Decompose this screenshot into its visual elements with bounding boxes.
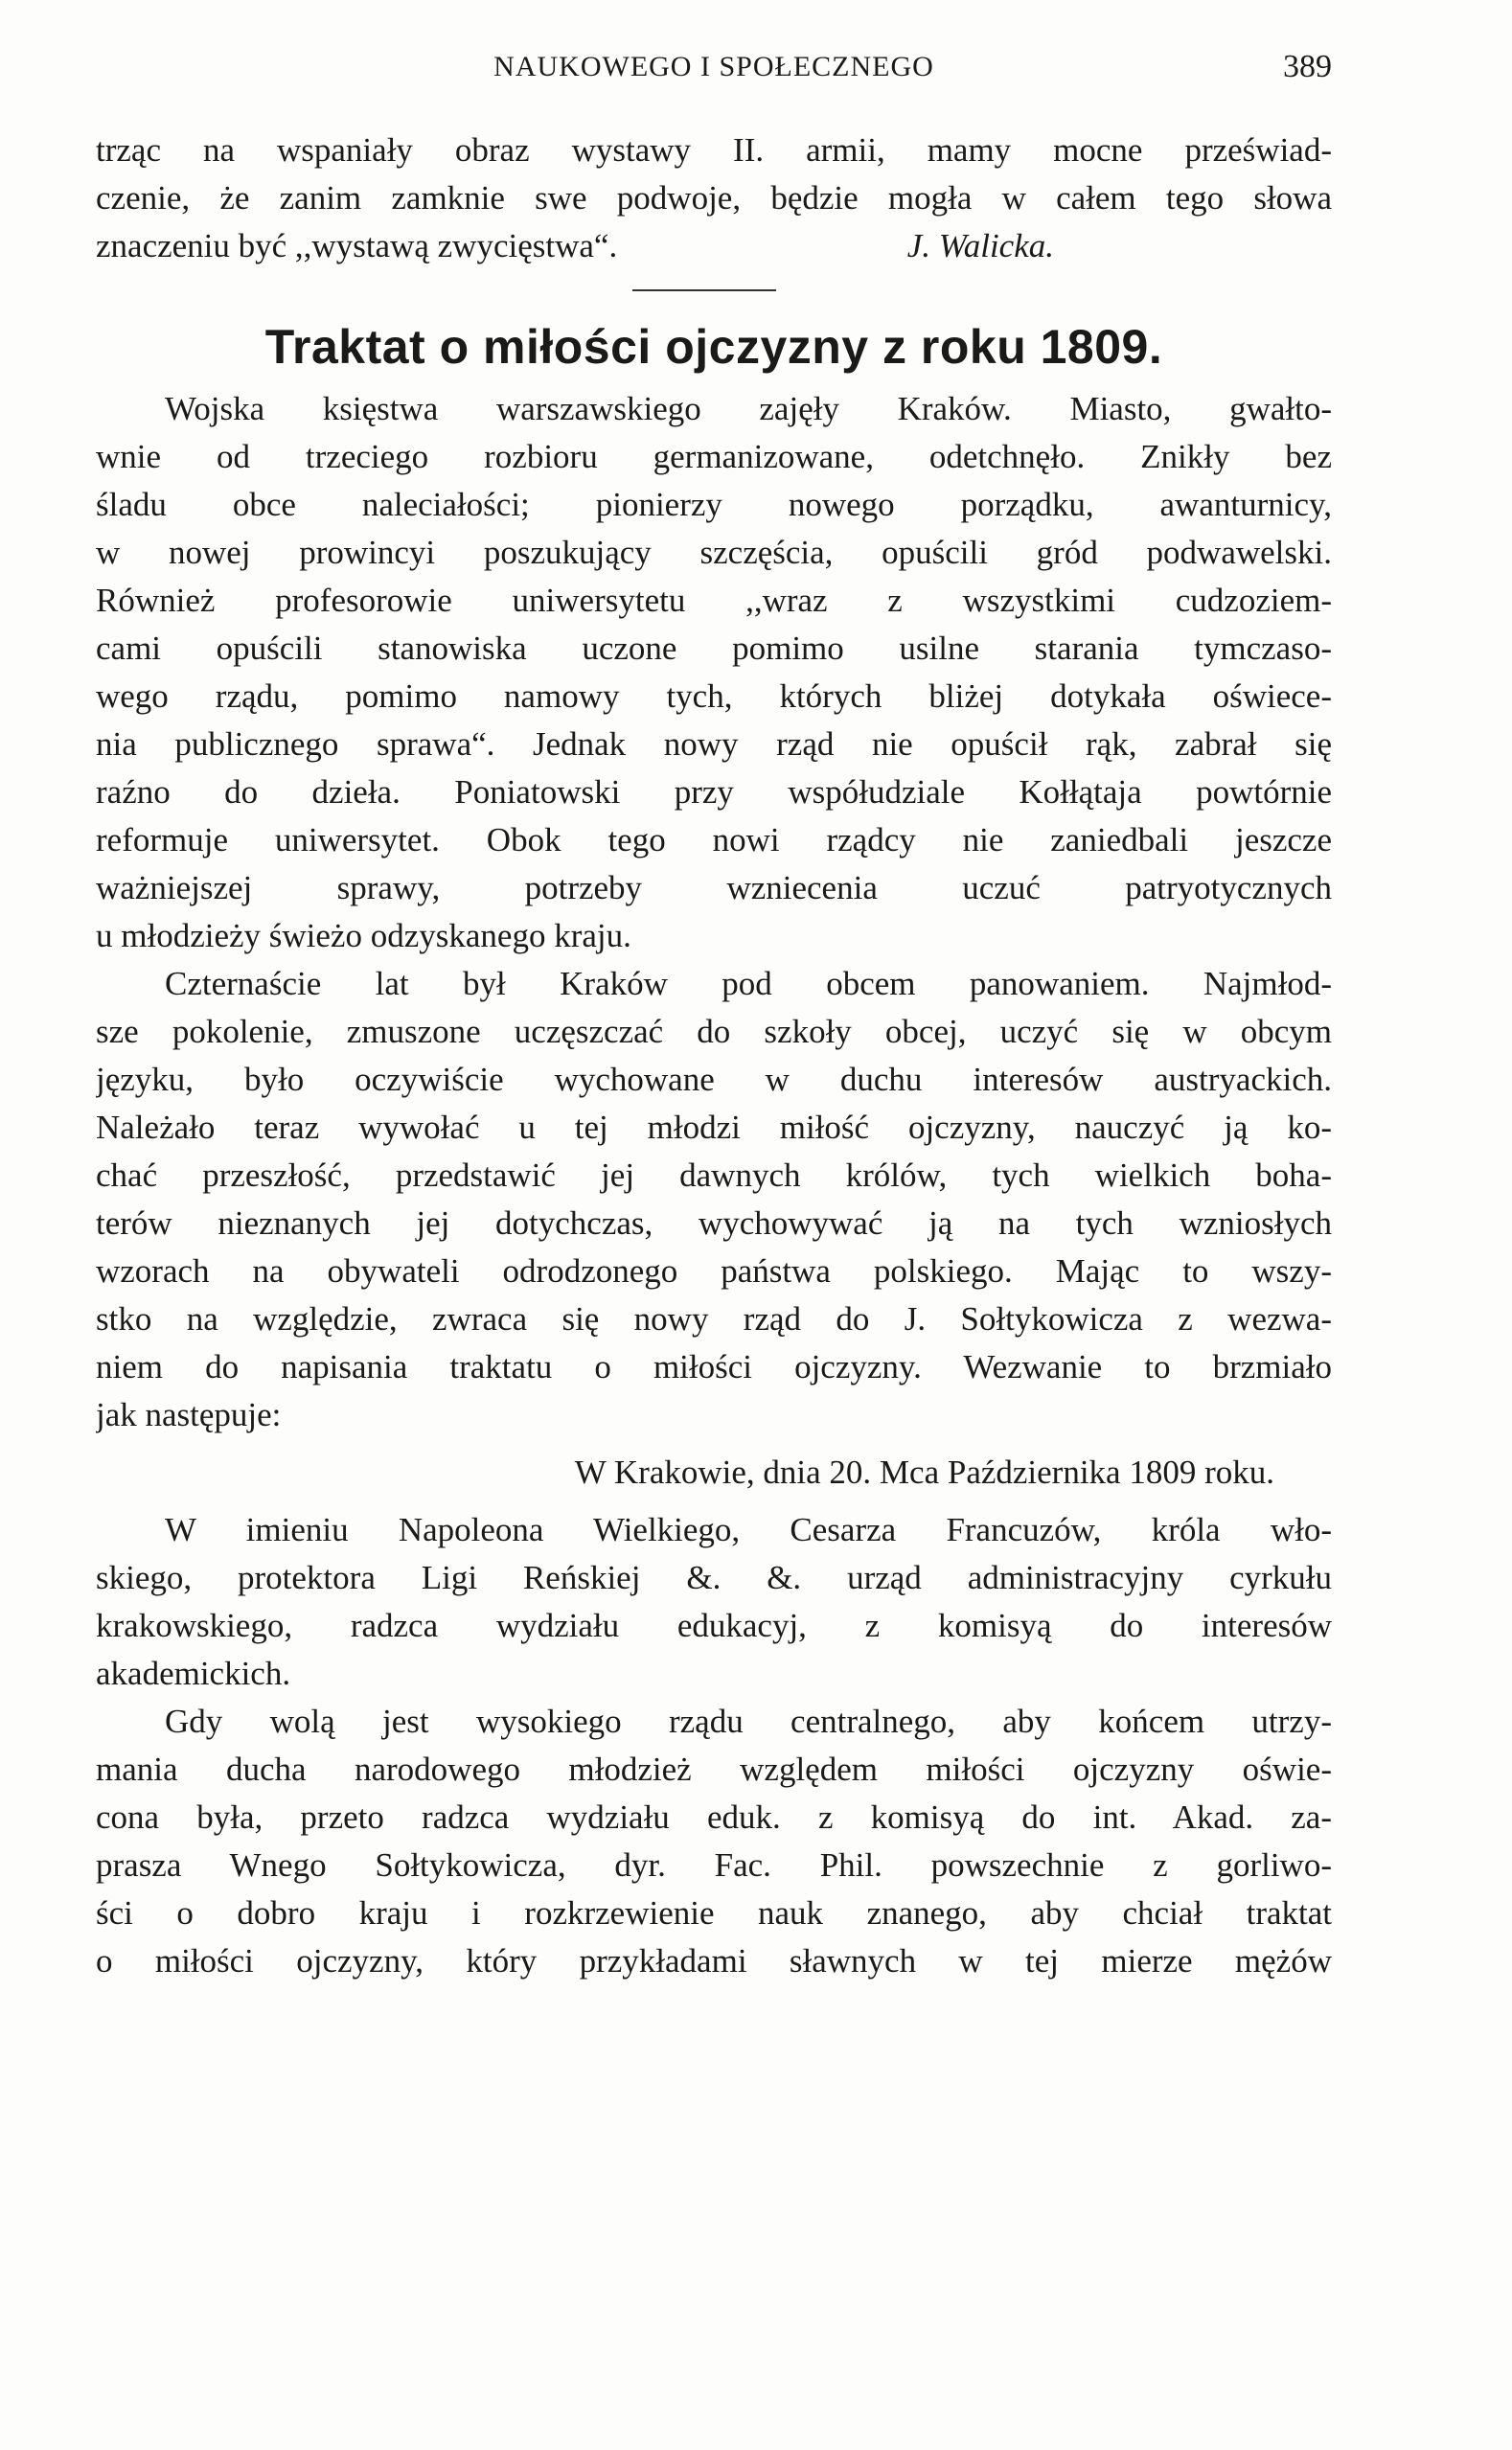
author-signature: J. Walicka. (906, 227, 1054, 264)
article-title: Traktat o miłości ojczyzny z roku 1809. (264, 320, 1163, 374)
text-line: cona była, przeto radzca wydziału eduk. z komisyą do int. Akad. za- (96, 1798, 1332, 1836)
intro-paragraph (96, 126, 1332, 270)
text-line: o miłości ojczyzny, który przykładami sławnych w tej mierze mężów (96, 1942, 1332, 1980)
paragraph-4 (96, 1698, 1332, 1985)
text-line: nia publicznego sprawa“. Jednak nowy rząd nie opuścił rąk, zabrał się (96, 725, 1332, 763)
page-header (96, 46, 1332, 88)
text-line: Czternaście lat był Kraków pod obcem panowaniem. Najmłod- (165, 965, 1332, 1002)
text-line: reformuje uniwersytet. Obok tego nowi rządcy nie zaniedbali jeszcze (96, 821, 1332, 859)
text-line: wego rządu, pomimo namowy tych, których bliżej dotykała oświece- (96, 677, 1332, 715)
text-line: skiego, protektora Ligi Reńskiej &. &. urząd administracyjny cyrkułu (96, 1559, 1332, 1596)
text-line: wnie od trzeciego rozbioru germanizowane, odetchnęło. Znikły bez (96, 438, 1332, 475)
paragraph-1 (96, 385, 1332, 960)
text-line: trząc na wspaniały obraz wystawy II. armii, mamy mocne przeświad- (96, 131, 1332, 169)
text-line: w nowej prowincyi poszukujący szczęścia, opuścili gród podwawelski. (96, 534, 1332, 571)
text-line: ważniejszej sprawy, potrzeby wzniecenia uczuć patryotycznych (96, 869, 1332, 906)
text-line: niem do napisania traktatu o miłości ojczyzny. Wezwanie to brzmiało (96, 1348, 1332, 1385)
divider-rule (632, 289, 776, 291)
text-line: Wojska księstwa warszawskiego zajęły Kraków. Miasto, gwałto- (165, 390, 1332, 427)
letter-dateline: W Krakowie, dnia 20. Mca Października 1809 roku. (574, 1454, 1274, 1491)
text-line: jak następuje: (96, 1396, 282, 1433)
text-line: znaczeniu być ,,wystawą zwycięstwa“. (96, 227, 618, 264)
signature-line (96, 222, 1332, 270)
text-line: akademickich. (96, 1655, 291, 1692)
text-line: Również profesorowie uniwersytetu ,,wraz z wszystkimi cudzoziem- (96, 582, 1332, 619)
text-line: czenie, że zanim zamknie swe podwoje, będzie mogła w całem tego słowa (96, 179, 1332, 217)
text-line: raźno do dzieła. Poniatowski przy współudziale Kołłątaja powtórnie (96, 773, 1332, 811)
text-line: wzorach na obywateli odrodzonego państwa polskiego. Mając to wszy- (96, 1252, 1332, 1290)
text-line: cami opuścili stanowiska uczone pomimo usilne starania tymczaso- (96, 630, 1332, 667)
text-line: ści o dobro kraju i rozkrzewienie nauk znanego, aby chciał traktat (96, 1894, 1332, 1932)
section-divider (96, 270, 1332, 309)
text-line: terów nieznanych jej dotychczas, wychowywać ją na tych wzniosłych (96, 1204, 1332, 1242)
paragraph-2 (96, 960, 1332, 1439)
text-line: krakowskiego, radzca wydziału edukacyj, z komisyą do interesów (96, 1607, 1332, 1644)
page-number: 389 (1283, 49, 1332, 84)
text-line: śladu obce naleciałości; pionierzy nowego porządku, awanturnicy, (96, 486, 1332, 523)
text-line: stko na względzie, zwraca się nowy rząd do J. Sołtykowicza z wezwa- (96, 1300, 1332, 1338)
text-line: Należało teraz wywołać u tej młodzi miłość ojczyzny, nauczyć ją ko- (96, 1109, 1332, 1146)
text-line: sze pokolenie, zmuszone uczęszczać do szkoły obcej, uczyć się w obcym (96, 1013, 1332, 1050)
text-line: prasza Wnego Sołtykowicza, dyr. Fac. Phil. powszechnie z gorliwo- (96, 1846, 1332, 1884)
text-line: u młodzieży świeżo odzyskanego kraju. (96, 917, 631, 954)
text-line: W imieniu Napoleona Wielkiego, Cesarza Francuzów, króla wło- (165, 1511, 1332, 1548)
paragraph-3 (96, 1506, 1332, 1698)
running-head: NAUKOWEGO I SPOŁECZNEGO (493, 51, 934, 82)
text-line: mania ducha narodowego młodzież względem miłości ojczyzny oświe- (96, 1751, 1332, 1788)
text-line: języku, było oczywiście wychowane w duchu interesów austryackich. (96, 1061, 1332, 1098)
text-line: chać przeszłość, przedstawić jej dawnych królów, tych wielkich boha- (96, 1156, 1332, 1194)
body-text (96, 126, 1332, 1985)
text-line: Gdy wolą jest wysokiego rządu centralnego, aby końcem utrzy- (165, 1703, 1332, 1740)
